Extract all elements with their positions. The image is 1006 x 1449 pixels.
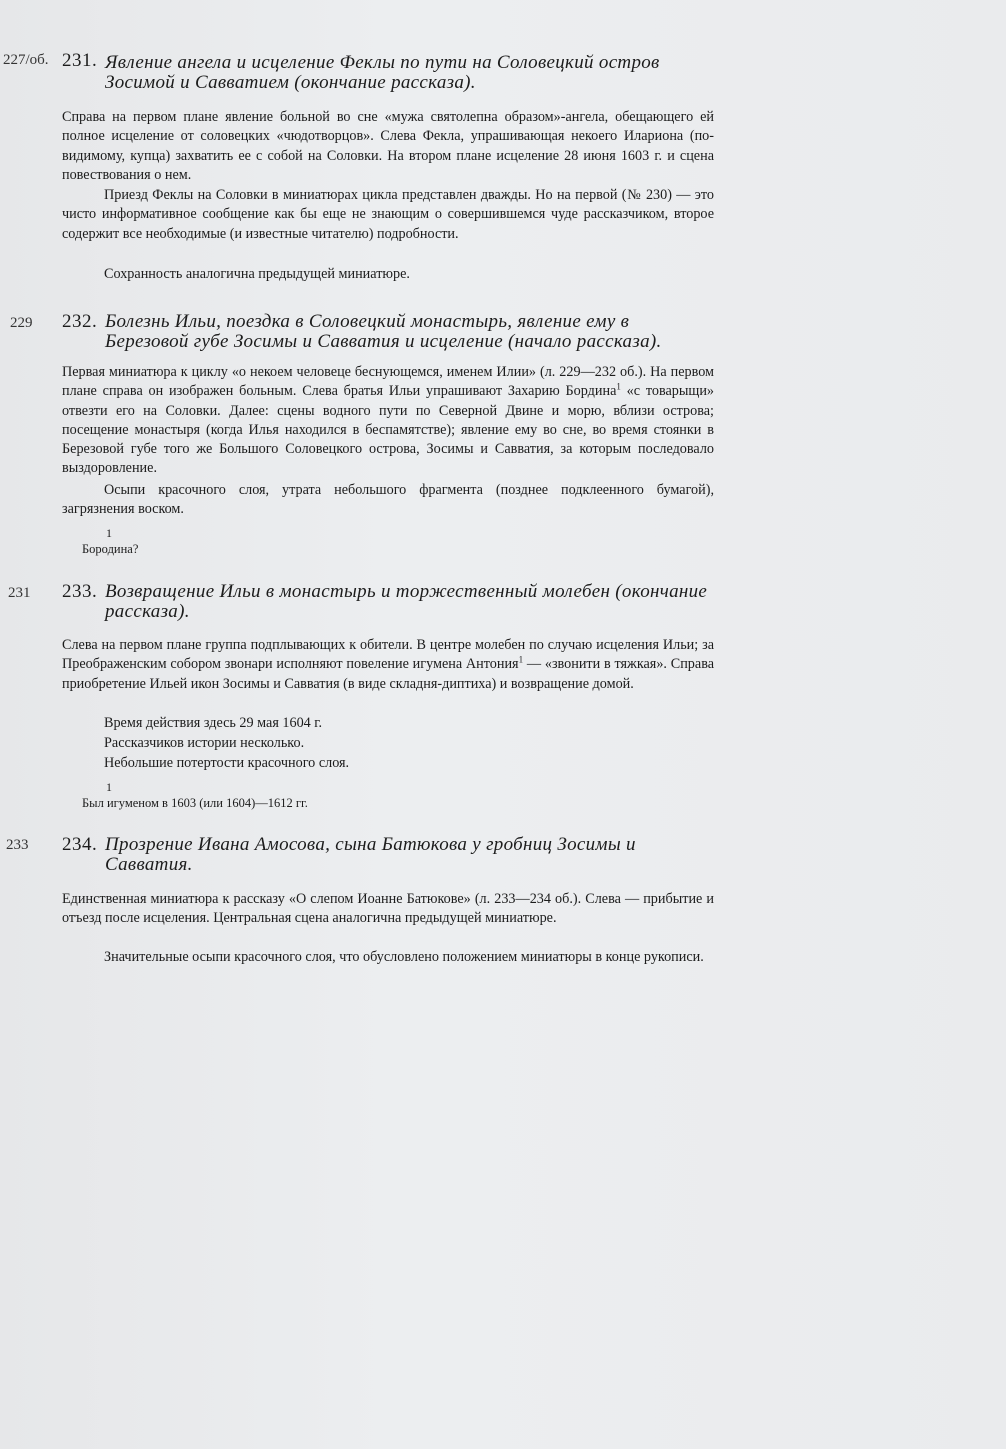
footnote-ref: 1 — [518, 654, 524, 665]
footnote-mark: 1 — [106, 526, 112, 540]
paragraph-text: Слева на первом плане группа подплывающих к обители. В центре молебен по случаю исцеления Ильи; за Преображенским собором звонари исполняют повеление игумена Антония — [62, 637, 714, 673]
entry-heading: Явление ангела и исцеление Феклы по пути на Соловецкий остров Зосимой и Савватием (окончание рассказа). — [105, 52, 660, 93]
paragraph-text: «с товарыщи» отвезти его на Соловки. Далее: сцены водного пути по Северной Двине и морю, вблизи острова; посещение монастыря (когда Илья находился в беспамятстве); явление ему во сне, во время стоянки в Березовой губе того же Большого Соловецкого острова, Зосимы и Савватия, за которым последовало выздоровление. — [62, 383, 715, 477]
footnote-ref: 1 — [616, 381, 621, 392]
entry-heading: Прозрение Ивана Амосова, сына Батюкова у гробниц Зосимы и Савватия. — [105, 834, 636, 875]
entry-paragraph: Значительные осыпи красочного слоя, что обусловлено положением миниатюры в конце рукописи. — [104, 949, 704, 965]
entry-paragraph: Справа на первом плане явление больной во сне «мужа святолепна образом»-ангела, обещающего ей полное исцеление от соловецких «чюдотворцов». Слева Фекла, упрашивающая некоего Илариона (по-видимому, купца) захватить ее с собой на Соловки. На втором плане исцеление 28 июня 1603 г. и сцена повествования о нем. — [62, 109, 714, 183]
paragraph-text: — «звонити в тяжкая». Справа приобретение Ильей икон Зосимы и Савватия (в виде складня-диптиха) и возвращение домой. — [62, 656, 715, 692]
entry-paragraph — [62, 363, 714, 479]
entry-paragraph: Приезд Феклы на Соловки в миниатюрах цикла представлен дважды. Но на первой (№ 230) — это чисто информативное сообщение как бы еще не знающим о совершившемся чуде рассказчиком, второе содержит все необходимые (и известные читателю) подробности. — [62, 187, 714, 242]
footnote-mark: 1 — [106, 780, 112, 794]
folio-ref: 227/об. — [3, 52, 49, 68]
entry-number: 231. — [62, 50, 98, 71]
entry-number: 233. — [62, 581, 98, 602]
entry-number: 232. — [62, 311, 98, 332]
entry-heading: Болезнь Ильи, поездка в Соловецкий монастырь, явление ему в Березовой губе Зосимы и Савватия и исцеление (начало рассказа). — [105, 311, 662, 352]
entry-heading: Возвращение Ильи в монастырь и торжественный молебен (окончание рассказа). — [105, 581, 708, 622]
paragraph-text: Первая миниатюра к циклу «о некоем человеце беснующемся, именем Илии» (л. 229—232 об.). На первом плане справа он изображен больным. Слева братья Ильи упрашивают Захарию Бордина — [62, 364, 714, 400]
entry-line: Небольшие потертости красочного слоя. — [104, 755, 350, 771]
entry-paragraph: Сохранность аналогична предыдущей миниатюре. — [104, 266, 410, 282]
folio-ref: 233 — [6, 837, 29, 853]
entry-paragraph — [62, 636, 714, 694]
footnote-text: Был игуменом в 1603 (или 1604)—1612 гг. — [82, 796, 308, 810]
entry-line: Время действия здесь 29 мая 1604 г. — [104, 715, 323, 731]
folio-ref: 229 — [10, 315, 33, 331]
entry-number: 234. — [62, 834, 98, 855]
entry-line: Рассказчиков истории несколько. — [104, 735, 305, 751]
footnote-text: Бородина? — [82, 542, 139, 556]
entry-paragraph: Осыпи красочного слоя, утрата небольшого фрагмента (позднее подклеенного бумагой), загрязнения воском. — [62, 482, 714, 518]
entry-paragraph: Единственная миниатюра к рассказу «О слепом Иоанне Батюкове» (л. 233—234 об.). Слева — прибытие и отъезд после исцеления. Центральная сцена аналогична предыдущей миниатюре. — [62, 891, 714, 927]
folio-ref: 231 — [8, 585, 31, 601]
